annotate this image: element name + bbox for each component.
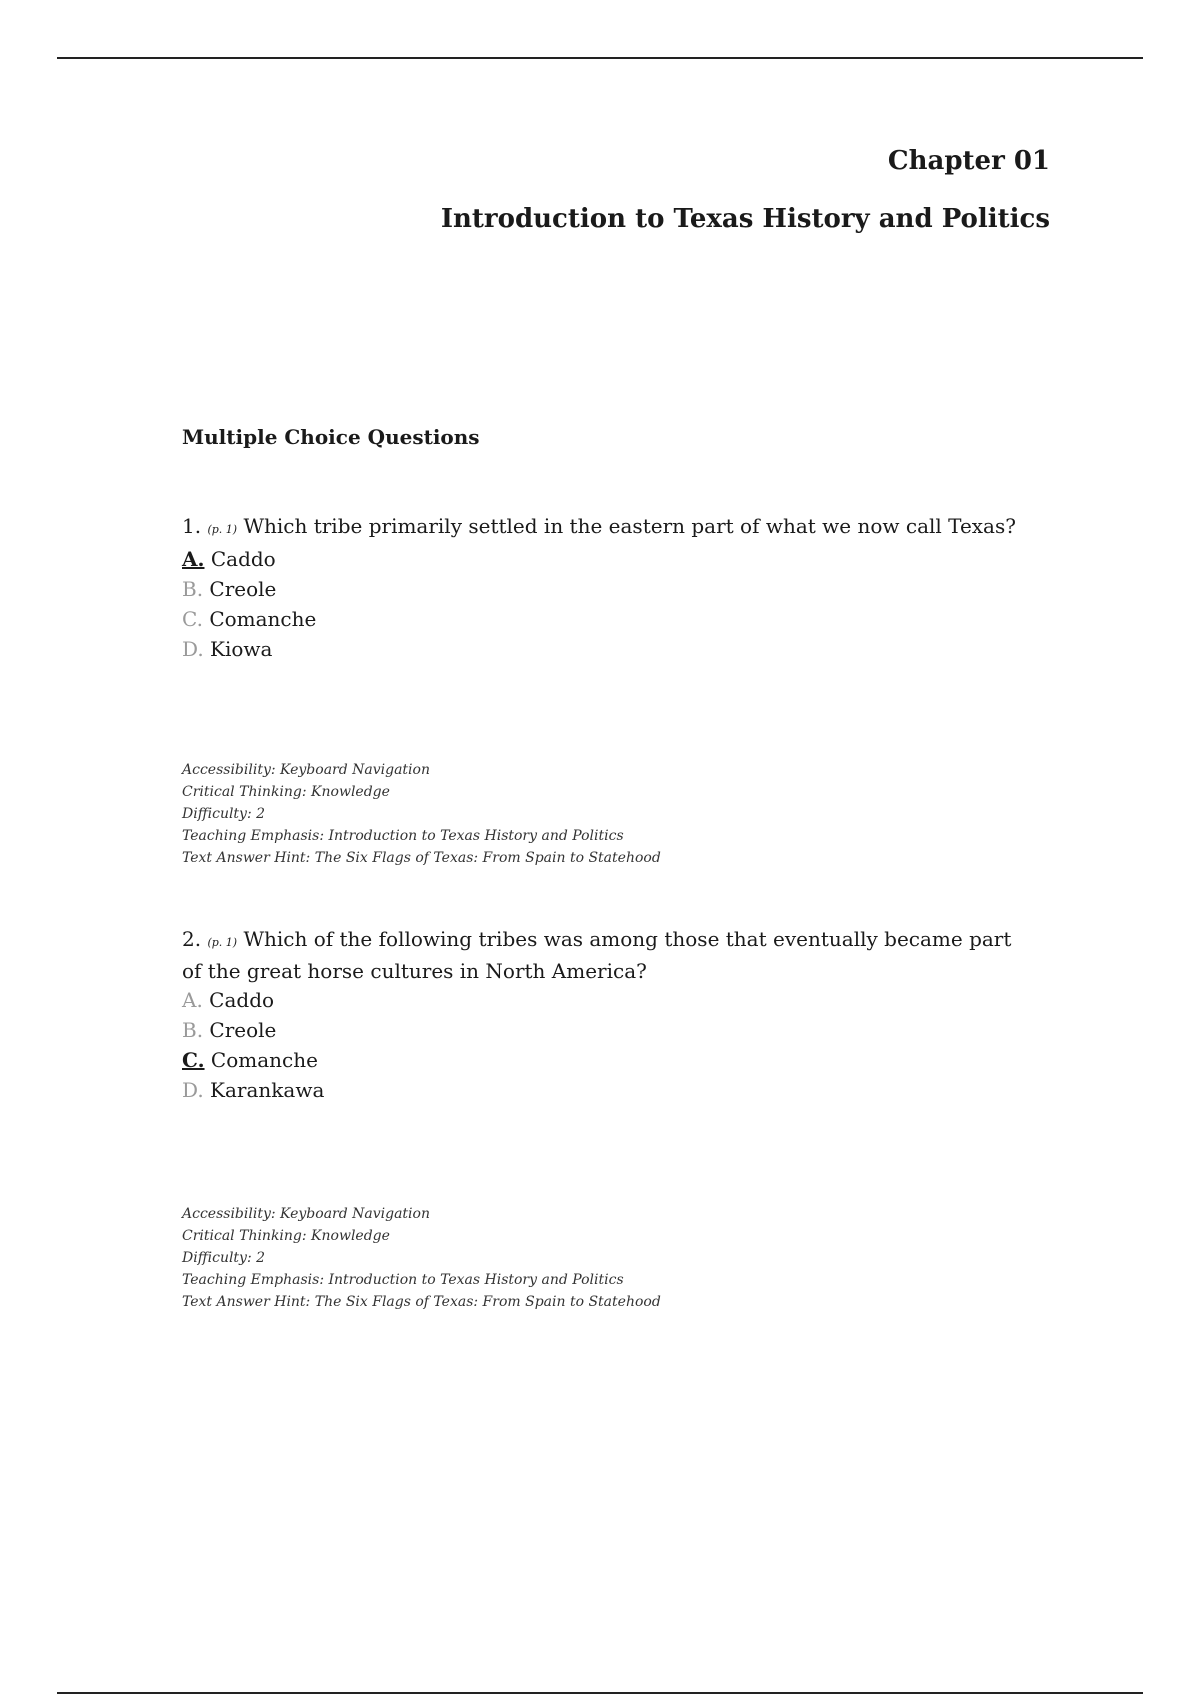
meta-difficulty: Difficulty: 2 bbox=[182, 806, 266, 822]
top-rule bbox=[57, 57, 1143, 59]
question-2-metadata bbox=[182, 1203, 661, 1313]
choice-letter: A. bbox=[182, 547, 205, 571]
choice-letter: D. bbox=[182, 1078, 204, 1102]
answer-choice-b bbox=[182, 574, 1032, 604]
choice-text: Caddo bbox=[209, 988, 275, 1012]
chapter-number: Chapter 01 bbox=[887, 146, 1050, 176]
meta-critical-thinking: Critical Thinking: Knowledge bbox=[182, 1228, 390, 1244]
choice-text: Karankawa bbox=[210, 1078, 325, 1102]
answer-choice-b bbox=[182, 1015, 1032, 1045]
question-stem bbox=[182, 512, 1032, 544]
choice-letter: D. bbox=[182, 637, 204, 661]
choice-text: Kiowa bbox=[210, 637, 273, 661]
question-stem bbox=[182, 925, 1032, 985]
meta-difficulty: Difficulty: 2 bbox=[182, 1250, 266, 1266]
bottom-rule bbox=[57, 1692, 1143, 1694]
meta-text-answer-hint: Text Answer Hint: The Six Flags of Texas: From Spain to Statehood bbox=[182, 850, 661, 866]
chapter-title: Introduction to Texas History and Politics bbox=[440, 204, 1050, 234]
meta-accessibility: Accessibility: Keyboard Navigation bbox=[182, 1206, 430, 1222]
page-reference: (p. 1) bbox=[207, 523, 238, 536]
question-text: Which of the following tribes was among those that eventually became part of the great horse cultures in North America? bbox=[182, 927, 1012, 983]
section-title: Multiple Choice Questions bbox=[182, 425, 480, 449]
question-text: Which tribe primarily settled in the eastern part of what we now call Texas? bbox=[243, 514, 1016, 538]
choice-text: Comanche bbox=[209, 607, 317, 631]
meta-teaching-emphasis: Teaching Emphasis: Introduction to Texas History and Politics bbox=[182, 1272, 624, 1288]
choice-letter: C. bbox=[182, 1048, 205, 1072]
answer-choice-d bbox=[182, 1075, 1032, 1105]
choice-text: Creole bbox=[209, 577, 277, 601]
question-2 bbox=[182, 925, 1032, 1105]
choice-letter: C. bbox=[182, 607, 203, 631]
question-number: 1. bbox=[182, 514, 202, 538]
answer-choices bbox=[182, 985, 1032, 1105]
answer-choice-a bbox=[182, 544, 1032, 574]
meta-critical-thinking: Critical Thinking: Knowledge bbox=[182, 784, 390, 800]
choice-letter: A. bbox=[182, 988, 203, 1012]
answer-choice-c bbox=[182, 1045, 1032, 1075]
meta-accessibility: Accessibility: Keyboard Navigation bbox=[182, 762, 430, 778]
meta-text-answer-hint: Text Answer Hint: The Six Flags of Texas: From Spain to Statehood bbox=[182, 1294, 661, 1310]
choice-letter: B. bbox=[182, 577, 204, 601]
answer-choice-a bbox=[182, 985, 1032, 1015]
choice-letter: B. bbox=[182, 1018, 204, 1042]
question-1-metadata bbox=[182, 759, 661, 869]
page-reference: (p. 1) bbox=[207, 936, 238, 949]
choice-text: Comanche bbox=[210, 1048, 318, 1072]
question-1 bbox=[182, 512, 1032, 664]
answer-choice-d bbox=[182, 634, 1032, 664]
question-number: 2. bbox=[182, 927, 202, 951]
choice-text: Caddo bbox=[210, 547, 276, 571]
answer-choice-c bbox=[182, 604, 1032, 634]
meta-teaching-emphasis: Teaching Emphasis: Introduction to Texas History and Politics bbox=[182, 828, 624, 844]
choice-text: Creole bbox=[209, 1018, 277, 1042]
answer-choices bbox=[182, 544, 1032, 664]
